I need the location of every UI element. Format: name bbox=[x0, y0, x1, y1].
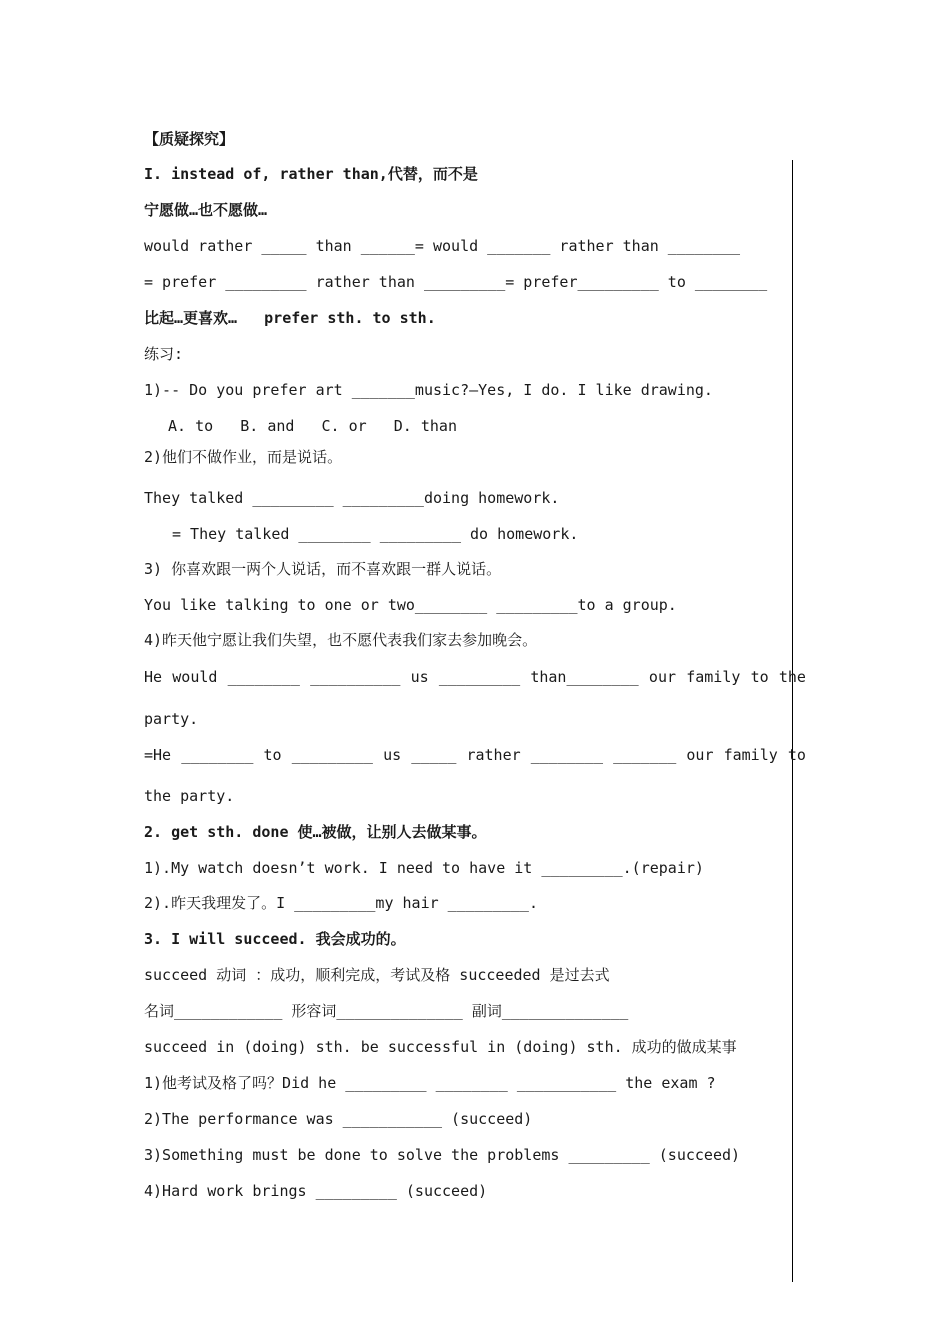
blank: _______ bbox=[613, 746, 677, 764]
question-1: 1)-- Do you prefer art _______music?—Yes, I do. I like drawing. bbox=[144, 381, 713, 399]
item-2-question-1: 1).My watch doesn’t work. I need to have it _________.(repair) bbox=[144, 859, 704, 877]
pattern-line-2: = prefer _________ rather than _________= prefer_________ to ________ bbox=[144, 273, 768, 291]
question-4-line-b-cont: the party. bbox=[144, 787, 235, 805]
word: to bbox=[750, 668, 769, 686]
word: us bbox=[383, 746, 402, 764]
section-heading: 【质疑探究】 bbox=[144, 130, 235, 148]
question-1-options: A. to B. and C. or D. than bbox=[168, 417, 457, 435]
blank: ________ bbox=[181, 746, 254, 764]
question-4-prompt: 4)昨天他宁愿让我们失望，也不愿代表我们家去参加晚会。 bbox=[144, 631, 538, 649]
word: our bbox=[686, 746, 714, 764]
word: would bbox=[172, 668, 218, 686]
word: than________ bbox=[530, 668, 639, 686]
subheading-prefer: 比起…更喜欢… prefer sth. to sth. bbox=[144, 309, 436, 327]
question-4-line-a bbox=[144, 667, 806, 687]
item-3-title: 3. I will succeed. 我会成功的。 bbox=[144, 930, 406, 948]
exercise-label: 练习: bbox=[144, 345, 184, 363]
word-forms-line: 名词____________ 形容词______________ 副词______________ bbox=[144, 1002, 629, 1020]
item-2-title: 2. get sth. done 使…被做，让别人去做某事。 bbox=[144, 823, 487, 841]
item-3-question-4: 4)Hard work brings _________ (succeed) bbox=[144, 1182, 488, 1200]
word: to bbox=[263, 746, 282, 764]
question-2-line-b: = They talked ________ _________ do homework. bbox=[172, 525, 579, 543]
word: He bbox=[144, 668, 163, 686]
question-3-line: You like talking to one or two________ _________to a group. bbox=[144, 596, 677, 614]
blank: __________ bbox=[310, 668, 401, 686]
blank: _____ bbox=[411, 746, 457, 764]
word: family bbox=[686, 668, 741, 686]
question-4-line-b bbox=[144, 745, 806, 765]
item-3-question-1: 1)他考试及格了吗？Did he _________ ________ ___________ the exam ? bbox=[144, 1074, 716, 1092]
item-3-question-3: 3)Something must be done to solve the problems _________ (succeed) bbox=[144, 1146, 741, 1164]
question-2-prompt: 2)他们不做作业，而是说话。 bbox=[144, 448, 343, 466]
item-1-title: I. instead of, rather than,代替，而不是 bbox=[144, 165, 478, 183]
succeed-patterns: succeed in (doing) sth. be successful in (doing) sth. 成功的做成某事 bbox=[144, 1038, 737, 1056]
word: rather bbox=[466, 746, 521, 764]
item-3-question-2: 2)The performance was ___________ (succeed) bbox=[144, 1110, 533, 1128]
question-4-line-a-cont: party. bbox=[144, 710, 199, 728]
blank: ________ bbox=[227, 668, 300, 686]
word: to bbox=[787, 746, 806, 764]
question-2-line-a: They talked _________ _________doing homework. bbox=[144, 489, 560, 507]
succeed-definition: succeed 动词 ：成功，顺利完成，考试及格 succeeded 是过去式 bbox=[144, 966, 610, 984]
margin-rule bbox=[792, 160, 793, 1282]
word: family bbox=[723, 746, 778, 764]
blank: _________ bbox=[438, 668, 521, 686]
word: =He bbox=[144, 746, 172, 764]
word: the bbox=[778, 668, 806, 686]
item-2-question-2: 2).昨天我理发了。I _________my hair _________. bbox=[144, 894, 538, 912]
word: our bbox=[648, 668, 677, 686]
blank: _________ bbox=[291, 746, 373, 764]
word: us bbox=[410, 668, 429, 686]
pattern-line-1: would rather _____ than ______= would _______ rather than ________ bbox=[144, 237, 741, 255]
question-3-prompt: 3) 你喜欢跟一两个人说话，而不喜欢跟一群人说话。 bbox=[144, 560, 502, 578]
subheading-would-rather: 宁愿做…也不愿做… bbox=[144, 201, 268, 219]
blank: ________ bbox=[530, 746, 603, 764]
